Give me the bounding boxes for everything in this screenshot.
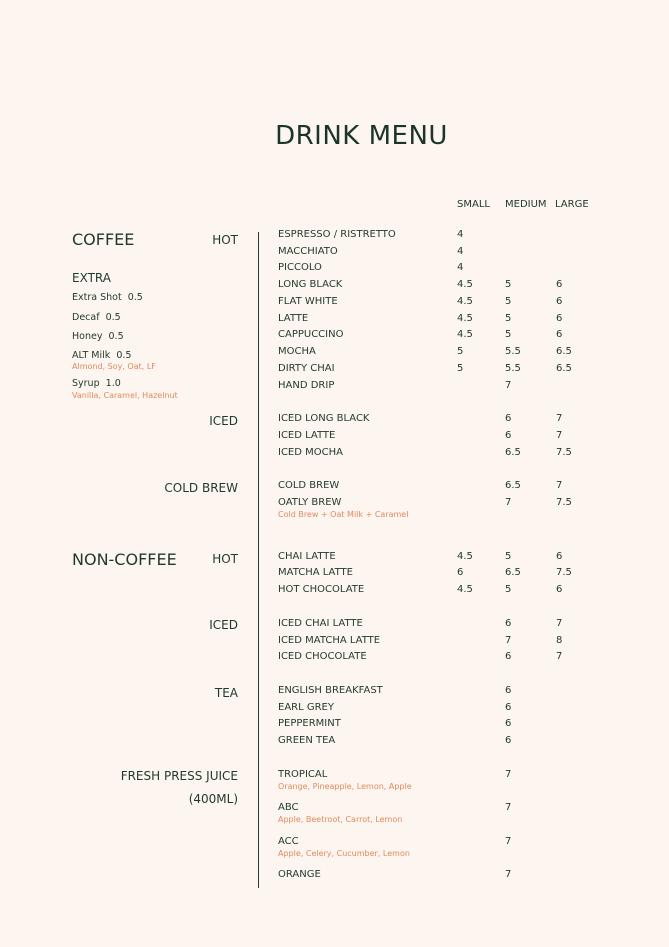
price-medium-iced-chocolate: 6 xyxy=(505,651,512,662)
extra-note-syrup: Vanilla, Caramel, Hazelnut xyxy=(72,391,178,400)
price-medium-abc: 7 xyxy=(505,802,512,813)
price-medium-iced-mocha: 6.5 xyxy=(505,447,521,458)
price-medium-latte: 5 xyxy=(505,313,512,324)
price-medium-long-black: 5 xyxy=(505,279,512,290)
price-small-piccolo: 4 xyxy=(457,262,464,273)
menu-item-green-tea: GREEN TEA xyxy=(278,735,336,746)
price-large-iced-long-black: 7 xyxy=(556,413,563,424)
subcategory-noncoffee-hot: HOT xyxy=(212,552,238,566)
menu-item-long-black: LONG BLACK xyxy=(278,279,343,290)
menu-item-orange: ORANGE xyxy=(278,869,321,880)
menu-item-chai-latte: CHAI LATTE xyxy=(278,551,336,562)
price-large-mocha: 6.5 xyxy=(556,346,572,357)
price-medium-matcha-latte: 6.5 xyxy=(505,567,521,578)
price-small-macchiato: 4 xyxy=(457,246,464,257)
price-large-hot-chocolate: 6 xyxy=(556,584,563,595)
menu-item-peppermint: PEPPERMINT xyxy=(278,718,341,729)
menu-item-description-abc: Apple, Beetroot, Carrot, Lemon xyxy=(278,815,403,824)
price-small-espresso-ristretto: 4 xyxy=(457,229,464,240)
column-header-small: SMALL xyxy=(457,199,490,210)
price-large-chai-latte: 6 xyxy=(556,551,563,562)
menu-item-matcha-latte: MATCHA LATTE xyxy=(278,567,353,578)
column-header-large: LARGE xyxy=(555,199,589,210)
price-large-oatly-brew: 7.5 xyxy=(556,497,572,508)
price-medium-green-tea: 6 xyxy=(505,735,512,746)
price-large-cappuccino: 6 xyxy=(556,329,563,340)
column-header-medium: MEDIUM xyxy=(505,199,547,210)
menu-item-iced-long-black: ICED LONG BLACK xyxy=(278,413,370,424)
menu-item-abc: ABC xyxy=(278,802,299,813)
price-medium-earl-grey: 6 xyxy=(505,702,512,713)
price-medium-chai-latte: 5 xyxy=(505,551,512,562)
price-large-iced-latte: 7 xyxy=(556,430,563,441)
price-medium-flat-white: 5 xyxy=(505,296,512,307)
menu-item-iced-latte: ICED LATTE xyxy=(278,430,336,441)
menu-item-cold-brew: COLD BREW xyxy=(278,480,340,491)
price-large-dirty-chai: 6.5 xyxy=(556,363,572,374)
price-small-flat-white: 4.5 xyxy=(457,296,473,307)
category-non-coffee: NON-COFFEE xyxy=(72,550,177,569)
menu-item-dirty-chai: DIRTY CHAI xyxy=(278,363,335,374)
price-medium-iced-latte: 6 xyxy=(505,430,512,441)
menu-item-iced-mocha: ICED MOCHA xyxy=(278,447,343,458)
price-small-latte: 4.5 xyxy=(457,313,473,324)
price-medium-english-breakfast: 6 xyxy=(505,685,512,696)
category-coffee: COFFEE xyxy=(72,230,135,249)
price-small-matcha-latte: 6 xyxy=(457,567,464,578)
menu-item-espresso-ristretto: ESPRESSO / RISTRETTO xyxy=(278,229,396,240)
price-medium-acc: 7 xyxy=(505,836,512,847)
subcategory-coffee-hot: HOT xyxy=(212,233,238,247)
menu-item-description-tropical: Orange, Pineapple, Lemon, Apple xyxy=(278,782,412,791)
price-medium-oatly-brew: 7 xyxy=(505,497,512,508)
price-large-latte: 6 xyxy=(556,313,563,324)
subcategory-tea: TEA xyxy=(214,686,238,700)
price-medium-tropical: 7 xyxy=(505,769,512,780)
price-small-mocha: 5 xyxy=(457,346,464,357)
price-medium-cappuccino: 5 xyxy=(505,329,512,340)
extra-item-honey: Honey 0.5 xyxy=(72,331,124,342)
extra-item-decaf: Decaf 0.5 xyxy=(72,312,121,323)
extra-note-alt-milk: Almond, Soy, Oat, LF xyxy=(72,362,156,371)
vertical-divider xyxy=(258,232,259,888)
price-small-chai-latte: 4.5 xyxy=(457,551,473,562)
subcategory-fresh-press-juice: FRESH PRESS JUICE xyxy=(120,769,238,783)
menu-item-hot-chocolate: HOT CHOCOLATE xyxy=(278,584,365,595)
price-large-long-black: 6 xyxy=(556,279,563,290)
price-large-matcha-latte: 7.5 xyxy=(556,567,572,578)
menu-item-latte: LATTE xyxy=(278,313,309,324)
price-small-hot-chocolate: 4.5 xyxy=(457,584,473,595)
price-medium-orange: 7 xyxy=(505,869,512,880)
menu-item-macchiato: MACCHIATO xyxy=(278,246,338,257)
price-small-cappuccino: 4.5 xyxy=(457,329,473,340)
price-small-long-black: 4.5 xyxy=(457,279,473,290)
juice-size-label: (400ML) xyxy=(188,792,238,806)
price-small-dirty-chai: 5 xyxy=(457,363,464,374)
price-medium-iced-long-black: 6 xyxy=(505,413,512,424)
page-title: DRINK MENU xyxy=(275,121,448,151)
price-large-flat-white: 6 xyxy=(556,296,563,307)
menu-item-earl-grey: EARL GREY xyxy=(278,702,334,713)
menu-item-iced-chocolate: ICED CHOCOLATE xyxy=(278,651,367,662)
price-large-iced-mocha: 7.5 xyxy=(556,447,572,458)
menu-item-flat-white: FLAT WHITE xyxy=(278,296,338,307)
price-medium-cold-brew: 6.5 xyxy=(505,480,521,491)
extra-item-extra-shot: Extra Shot 0.5 xyxy=(72,292,143,303)
price-medium-peppermint: 6 xyxy=(505,718,512,729)
price-medium-mocha: 5.5 xyxy=(505,346,521,357)
subcategory-noncoffee-iced: ICED xyxy=(209,618,238,632)
menu-item-acc: ACC xyxy=(278,836,299,847)
menu-item-piccolo: PICCOLO xyxy=(278,262,322,273)
price-large-iced-chocolate: 7 xyxy=(556,651,563,662)
price-large-cold-brew: 7 xyxy=(556,480,563,491)
menu-item-iced-matcha-latte: ICED MATCHA LATTE xyxy=(278,635,381,646)
menu-item-cappuccino: CAPPUCCINO xyxy=(278,329,344,340)
menu-item-description-acc: Apple, Celery, Cucumber, Lemon xyxy=(278,849,410,858)
extra-title: EXTRA xyxy=(72,271,111,285)
menu-item-oatly-brew: OATLY BREW xyxy=(278,497,342,508)
extra-item-syrup: Syrup 1.0 xyxy=(72,378,121,389)
price-medium-dirty-chai: 5.5 xyxy=(505,363,521,374)
price-medium-hand-drip: 7 xyxy=(505,380,512,391)
menu-item-description-oatly-brew: Cold Brew + Oat Milk + Caramel xyxy=(278,510,409,519)
menu-item-hand-drip: HAND DRIP xyxy=(278,380,335,391)
menu-item-mocha: MOCHA xyxy=(278,346,316,357)
menu-item-tropical: TROPICAL xyxy=(278,769,328,780)
subcategory-cold-brew: COLD BREW xyxy=(164,481,238,495)
price-large-iced-chai-latte: 7 xyxy=(556,618,563,629)
menu-item-iced-chai-latte: ICED CHAI LATTE xyxy=(278,618,363,629)
price-medium-iced-chai-latte: 6 xyxy=(505,618,512,629)
extra-item-alt-milk: ALT Milk 0.5 xyxy=(72,350,132,361)
price-large-iced-matcha-latte: 8 xyxy=(556,635,563,646)
price-medium-iced-matcha-latte: 7 xyxy=(505,635,512,646)
subcategory-coffee-iced: ICED xyxy=(209,414,238,428)
price-medium-hot-chocolate: 5 xyxy=(505,584,512,595)
menu-item-english-breakfast: ENGLISH BREAKFAST xyxy=(278,685,383,696)
